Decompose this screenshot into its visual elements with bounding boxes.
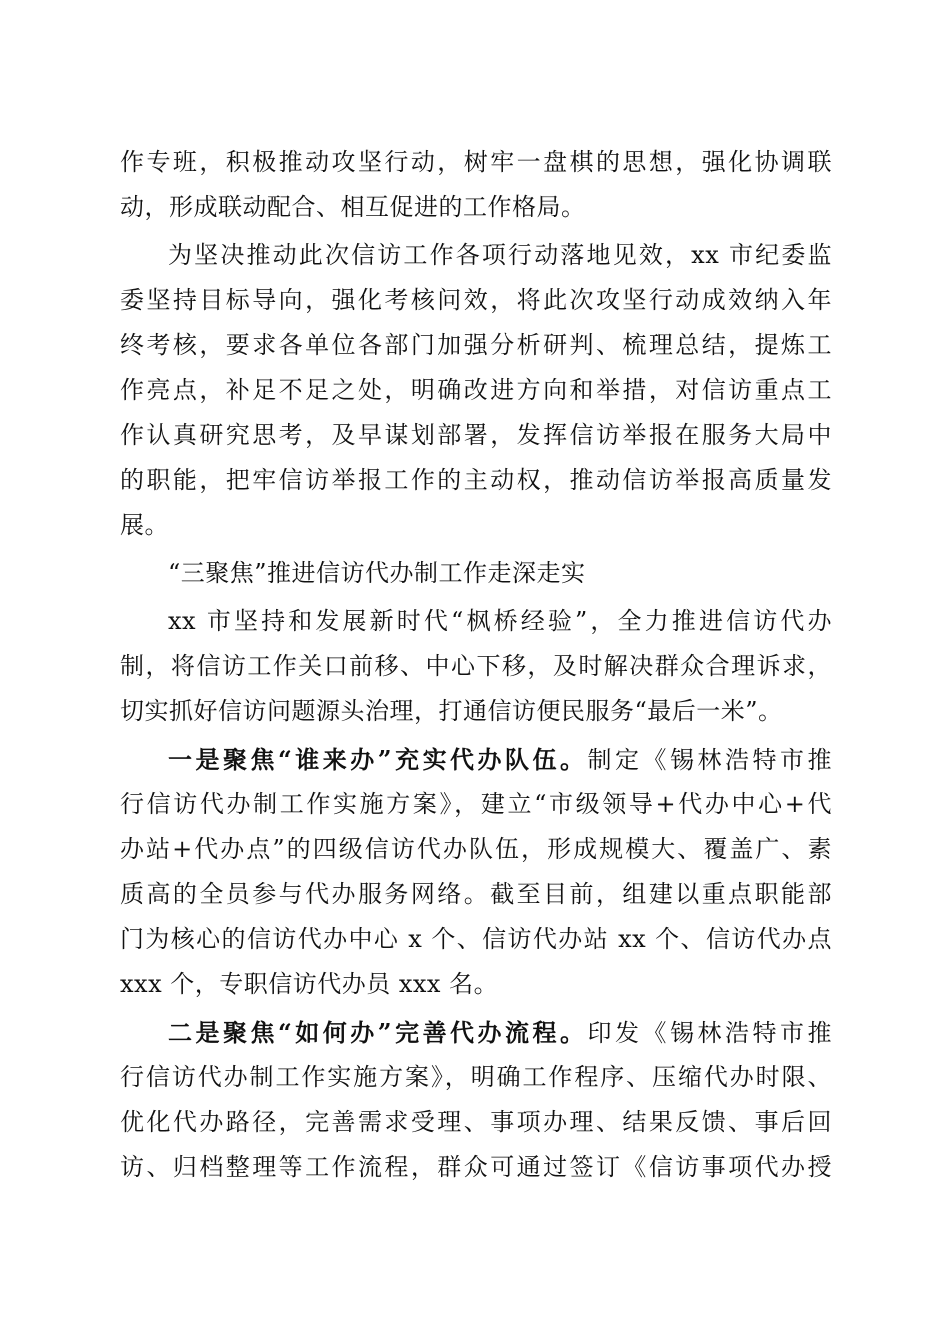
paragraph-2-line-1: 为坚决推动此次信访工作各项行动落地见效，xx 市纪委监 — [168, 241, 832, 269]
paragraph-5-line-1-text: 印发《锡林浩特市推 — [587, 1019, 833, 1047]
paragraph-5-line-4: 访、归档整理等工作流程，群众可通过签订《信访事项代办授 — [120, 1153, 832, 1181]
paragraph-4-line-1-text: 制定《锡林浩特市推 — [587, 746, 833, 774]
paragraph-2-line-5: 作认真研究思考，及早谋划部署，发挥信访举报在服务大局中 — [120, 421, 832, 449]
paragraph-5-line-2: 行信访代办制工作实施方案》，明确工作程序、压缩代办时限、 — [120, 1063, 832, 1091]
paragraph-4-line-6: xxx 个，专职信访代办员 xxx 名。 — [120, 970, 499, 998]
paragraph-3-line-1: xx 市坚持和发展新时代“枫桥经验”，全力推进信访代办 — [168, 607, 832, 635]
paragraph-5-line-1 — [120, 1010, 832, 1055]
paragraph-1-line-1: 作专班，积极推动攻坚行动，树牢一盘棋的思想，强化协调联 — [120, 148, 832, 176]
paragraph-4-line-4: 质高的全员参与代办服务网络。截至目前，组建以重点职能部 — [120, 880, 832, 908]
paragraph-2-line-6: 的职能，把牢信访举报工作的主动权，推动信访举报高质量发 — [120, 466, 832, 494]
paragraph-4-line-3: 办站+代办点”的四级信访代办队伍，形成规模大、覆盖广、素 — [120, 835, 832, 863]
paragraph-2-line-7: 展。 — [120, 511, 169, 539]
paragraph-2-line-3: 终考核，要求各单位各部门加强分析研判、梳理总结，提炼工 — [120, 331, 832, 359]
paragraph-2-line-4: 作亮点，补足不足之处，明确改进方向和举措，对信访重点工 — [120, 376, 832, 404]
paragraph-3-line-3: 切实抓好信访问题源头治理，打通信访便民服务“最后一米”。 — [120, 697, 783, 725]
paragraph-1-line-2: 动，形成联动配合、相互促进的工作格局。 — [120, 193, 586, 221]
paragraph-4-line-2: 行信访代办制工作实施方案》，建立“市级领导+代办中心+代 — [120, 790, 832, 818]
section-heading: “三聚焦”推进信访代办制工作走深走实 — [168, 559, 586, 587]
paragraph-5-line-3: 优化代办路径，完善需求受理、事项办理、结果反馈、事后回 — [120, 1108, 832, 1136]
paragraph-4-lead: 一是聚焦“谁来办”充实代办队伍。 — [168, 745, 588, 774]
paragraph-4-line-1 — [120, 737, 832, 782]
paragraph-4-line-5: 门为核心的信访代办中心 x 个、信访代办站 xx 个、信访代办点 — [120, 925, 832, 953]
paragraph-2-line-2: 委坚持目标导向，强化考核问效，将此次攻坚行动成效纳入年 — [120, 286, 832, 314]
paragraph-5-lead: 二是聚焦“如何办”完善代办流程。 — [168, 1018, 588, 1047]
paragraph-3-line-2: 制，将信访工作关口前移、中心下移，及时解决群众合理诉求， — [120, 652, 832, 680]
document-body — [120, 140, 832, 1190]
